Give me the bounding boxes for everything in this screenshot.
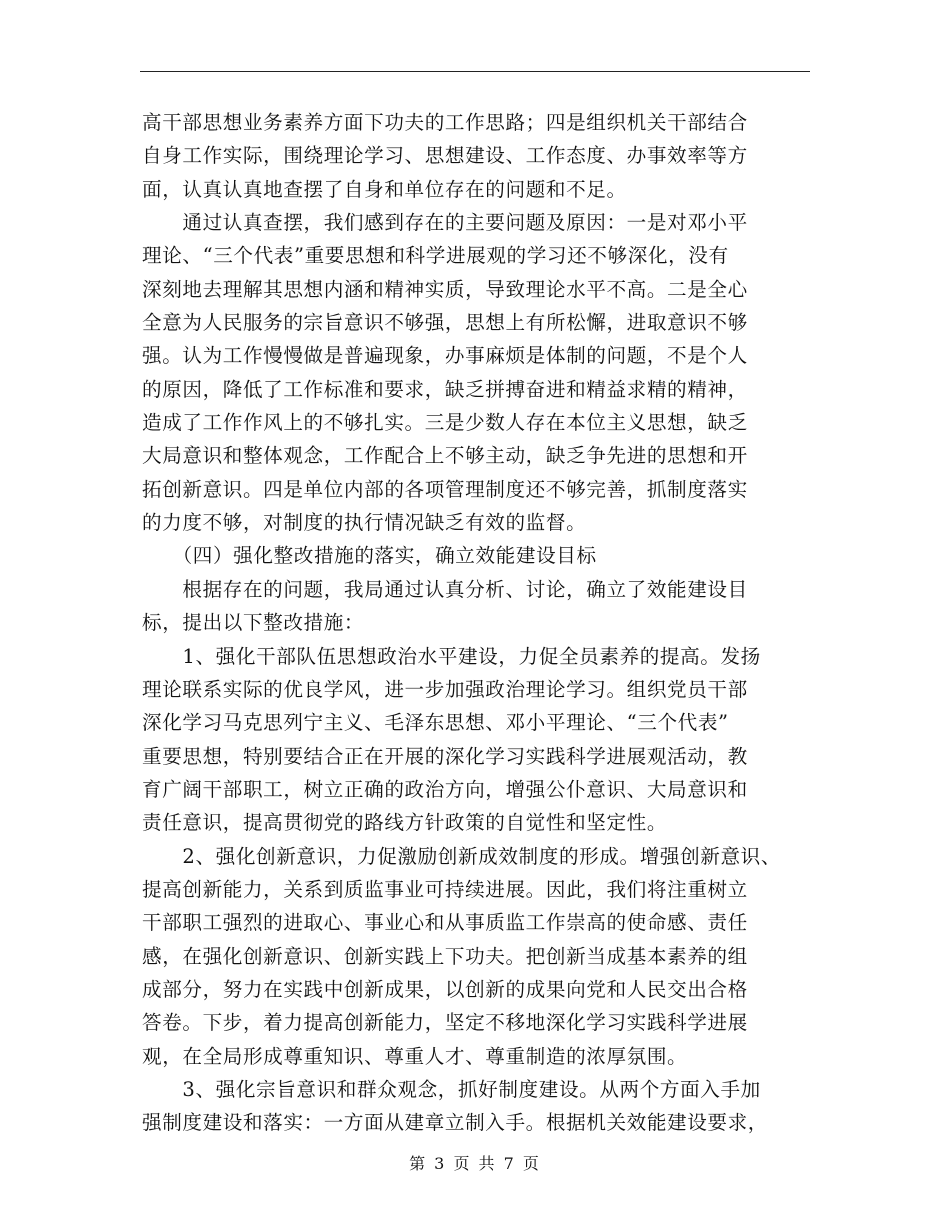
text-line: 观，在全局形成尊重知识、尊重人才、尊重制造的浓厚氛围。 xyxy=(142,1044,688,1068)
text-line: 3、强化宗旨意识和群众观念，抓好制度建设。从两个方面入手加 xyxy=(142,1077,761,1101)
text-line: 1、强化干部队伍思想政治水平建设，力促全员素养的提高。发扬 xyxy=(142,644,761,668)
text-line: 标，提出以下整改措施： xyxy=(142,611,365,635)
text-line: 面，认真认真地查摆了自身和单位存在的问题和不足。 xyxy=(142,177,627,201)
text-line: 的原因，降低了工作标准和要求，缺乏拼搏奋进和精益求精的精神， xyxy=(142,377,748,401)
text-line: 理论、“三个代表”重要思想和科学进展观的学习还不够深化，没有 xyxy=(142,244,729,268)
text-line: 育广阔干部职工，树立正确的政治方向，增强公仆意识、大局意识和 xyxy=(142,777,748,801)
text-line: 拓创新意识。四是单位内部的各项管理制度还不够完善，抓制度落实 xyxy=(142,477,748,501)
text-line: 根据存在的问题，我局通过认真分析、讨论，确立了效能建设目 xyxy=(142,577,748,601)
text-line: 强制度建设和落实：一方面从建章立制入手。根据机关效能建设要求， xyxy=(142,1111,769,1135)
text-line: 理论联系实际的优良学风，进一步加强政治理论学习。组织党员干部 xyxy=(142,677,748,701)
body-text xyxy=(142,106,842,1140)
text-line: 提高创新能力，关系到质监事业可持续进展。因此，我们将注重树立 xyxy=(142,877,748,901)
text-line: 答卷。下步，着力提高创新能力，坚定不移地深化学习实践科学进展 xyxy=(142,1011,748,1035)
text-line: 感，在强化创新意识、创新实践上下功夫。把创新当成基本素养的组 xyxy=(142,944,748,968)
text-line: 2、强化创新意识，力促激励创新成效制度的形成。增强创新意识、 xyxy=(142,844,782,868)
text-line: 责任意识，提高贯彻党的路线方针政策的自觉性和坚定性。 xyxy=(142,811,668,835)
text-line: 重要思想，特别要结合正在开展的深化学习实践科学进展观活动，教 xyxy=(142,744,748,768)
text-line: 干部职工强烈的进取心、事业心和从事质监工作崇高的使命感、责任 xyxy=(142,911,748,935)
text-line: 全意为人民服务的宗旨意识不够强，思想上有所松懈，进取意识不够 xyxy=(142,311,748,335)
text-line: 通过认真查摆，我们感到存在的主要问题及原因：一是对邓小平 xyxy=(142,211,748,235)
text-line: 造成了工作作风上的不够扎实。三是少数人存在本位主义思想，缺乏 xyxy=(142,411,748,435)
text-line: 高干部思想业务素养方面下功夫的工作思路；四是组织机关干部结合 xyxy=(142,111,748,134)
section-heading: （四）强化整改措施的落实，确立效能建设目标 xyxy=(142,544,597,568)
header-rule xyxy=(140,71,810,72)
text-line: 自身工作实际，围绕理论学习、思想建设、工作态度、办事效率等方 xyxy=(142,144,748,168)
text-line: 深刻地去理解其思想内涵和精神实质，导致理论水平不高。二是全心 xyxy=(142,277,748,301)
text-line: 的力度不够，对制度的执行情况缺乏有效的监督。 xyxy=(142,511,587,535)
text-line: 深化学习马克思列宁主义、毛泽东思想、邓小平理论、“三个代表” xyxy=(142,711,729,735)
text-line: 强。认为工作慢慢做是普遍现象，办事麻烦是体制的问题，不是个人 xyxy=(142,344,748,368)
page-number-footer: 第 3 页 共 7 页 xyxy=(409,1154,541,1173)
text-line: 大局意识和整体观念，工作配合上不够主动，缺乏争先进的思想和开 xyxy=(142,444,748,468)
text-line: 成部分，努力在实践中创新成果，以创新的成果向党和人民交出合格 xyxy=(142,977,748,1001)
